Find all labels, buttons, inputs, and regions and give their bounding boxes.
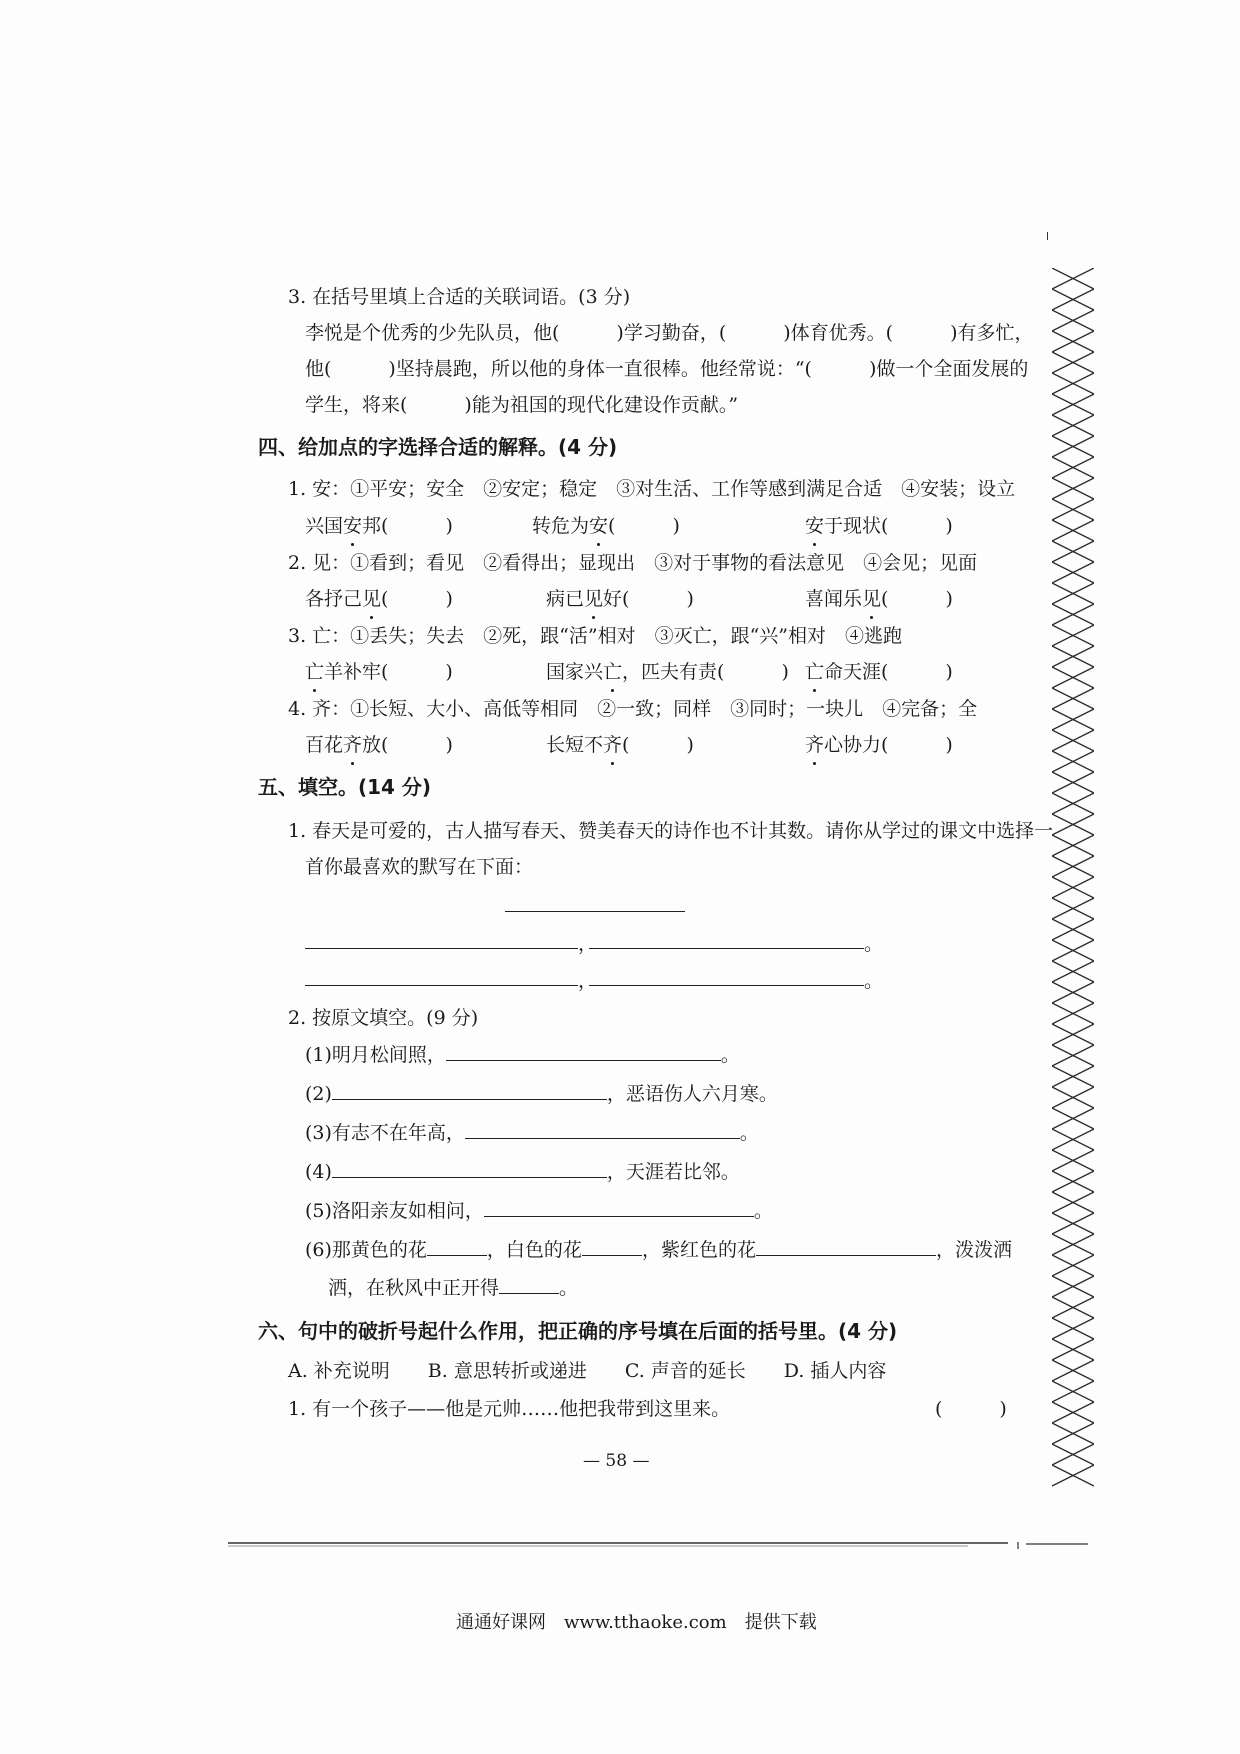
poem-line-1b-blank[interactable] [589, 948, 864, 949]
s4-q2-definitions: 2. 见：①看到；看见 ②看得出；显现出 ③对于事物的看法意见 ④会见；见面 [288, 552, 978, 574]
s4-q1-item-b: 转危为安( ) [532, 515, 680, 537]
s4-q1-item-a: 兴国安邦( ) [305, 515, 453, 537]
footer-text: 通通好课网 www.tthaoke.com 提供下载 [456, 1612, 817, 1633]
fill-blank[interactable] [582, 1238, 642, 1256]
poem-line-2a-blank[interactable] [305, 985, 578, 986]
poem-title-blank[interactable] [505, 911, 685, 912]
dotted-char: 见 [584, 588, 604, 610]
s5-q1-line-2: 首你最喜欢的默写在下面： [305, 856, 534, 878]
dotted-char: 见 [362, 588, 382, 610]
page-number: — 58 — [583, 1451, 650, 1471]
fill-item-3: (3)有志不在年高， 。 [305, 1122, 759, 1144]
bottom-rule [228, 1540, 1088, 1550]
period: 。 [864, 933, 884, 955]
question-3-title: 3. 在括号里填上合适的关联词语。(3 分) [288, 286, 631, 308]
fill-item-2: (2) ，恶语伤人六月寒。 [305, 1083, 778, 1105]
fill-blank[interactable] [465, 1121, 740, 1139]
dotted-char: 见 [862, 588, 882, 610]
dotted-char: 亡 [603, 661, 623, 683]
section-4-title: 四、给加点的字选择合适的解释。(4 分) [258, 435, 618, 459]
dotted-char: 亡 [305, 661, 325, 683]
s6-options: A. 补充说明 B. 意思转折或递进 C. 声音的延长 D. 插人内容 [288, 1360, 887, 1382]
question-3-line-3: 学生，将来( )能为祖国的现代化建设作贡献。” [305, 394, 739, 416]
s4-q2-item-b: 病已见好( ) [546, 588, 694, 610]
fill-item-4: (4) ，天涯若比邻。 [305, 1161, 740, 1183]
dotted-char: 安 [589, 515, 609, 537]
fill-blank[interactable] [332, 1160, 607, 1178]
fill-item-5: (5)洛阳亲友如相问， 。 [305, 1200, 773, 1222]
dotted-char: 齐 [343, 734, 363, 756]
fill-blank[interactable] [499, 1276, 559, 1294]
fill-blank[interactable] [484, 1199, 754, 1217]
s4-q3-definitions: 3. 亡：①丢失；失去 ②死，跟“活”相对 ③灭亡，跟“兴”相对 ④逃跑 [288, 625, 903, 647]
fill-blank[interactable] [756, 1238, 936, 1256]
fill-item-6-line-2: 洒，在秋风中正开得 。 [328, 1277, 579, 1299]
s4-q3-item-c: 亡命天涯( ) [805, 661, 953, 683]
comma: ， [578, 970, 598, 992]
margin-mark [1047, 232, 1048, 240]
answer-paren[interactable]: ( ) [935, 1398, 1007, 1420]
s5-q1-line-1: 1. 春天是可爱的，古人描写春天、赞美春天的诗作也不计其数。请你从学过的课文中选择一 [288, 820, 1054, 842]
s6-q1: 1. 有一个孩子——他是元帅……他把我带到这里来。 [288, 1398, 731, 1420]
s4-q1-item-c: 安于现状( ) [805, 515, 953, 537]
section-6-title: 六、句中的破折号起什么作用，把正确的序号填在后面的括号里。(4 分) [258, 1319, 898, 1343]
dotted-char: 安 [343, 515, 363, 537]
dotted-char: 齐 [805, 734, 825, 756]
s4-q2-item-a: 各抒己见( ) [305, 588, 453, 610]
section-5-title: 五、填空。(14 分) [258, 775, 432, 799]
dotted-char: 齐 [603, 734, 623, 756]
s5-q2-title: 2. 按原文填空。(9 分) [288, 1007, 479, 1029]
fill-item-6-line-1: (6)那黄色的花 ，白色的花 ，紫红色的花 ，泼泼洒 [305, 1239, 1012, 1261]
crosshatch-line [1052, 268, 1094, 1486]
fill-item-1: (1)明月松间照， 。 [305, 1044, 740, 1066]
s4-q4-item-b: 长短不齐( ) [546, 734, 694, 756]
period: 。 [864, 970, 884, 992]
crosshatch-strip [1052, 268, 1094, 1500]
crosshatch-line [1052, 268, 1094, 1486]
s4-q4-definitions: 4. 齐：①长短、大小、高低等相同 ②一致；同样 ③同时；一块儿 ④完备；全 [288, 698, 978, 720]
question-3-line-2: 他( )坚持晨跑，所以他的身体一直很棒。他经常说：“( )做一个全面发展的 [305, 358, 1029, 380]
dotted-char: 安 [805, 515, 825, 537]
s4-q4-item-a: 百花齐放( ) [305, 734, 453, 756]
s4-q3-item-a: 亡羊补牢( ) [305, 661, 453, 683]
comma: ， [578, 933, 598, 955]
fill-blank[interactable] [332, 1082, 607, 1100]
fill-blank[interactable] [427, 1238, 487, 1256]
fill-blank[interactable] [446, 1043, 721, 1061]
s4-q1-definitions: 1. 安：①平安；安全 ②安定；稳定 ③对生活、工作等感到满足合适 ④安装；设立 [288, 478, 1016, 500]
dotted-char: 亡 [805, 661, 825, 683]
s4-q3-item-b: 国家兴亡，匹夫有责( ) [546, 661, 789, 683]
poem-line-1a-blank[interactable] [305, 948, 578, 949]
s4-q4-item-c: 齐心协力( ) [805, 734, 953, 756]
question-3-line-1: 李悦是个优秀的少先队员，他( )学习勤奋，( )体育优秀。( )有多忙， [305, 322, 1034, 344]
poem-line-2b-blank[interactable] [589, 985, 864, 986]
s4-q2-item-c: 喜闻乐见( ) [805, 588, 953, 610]
